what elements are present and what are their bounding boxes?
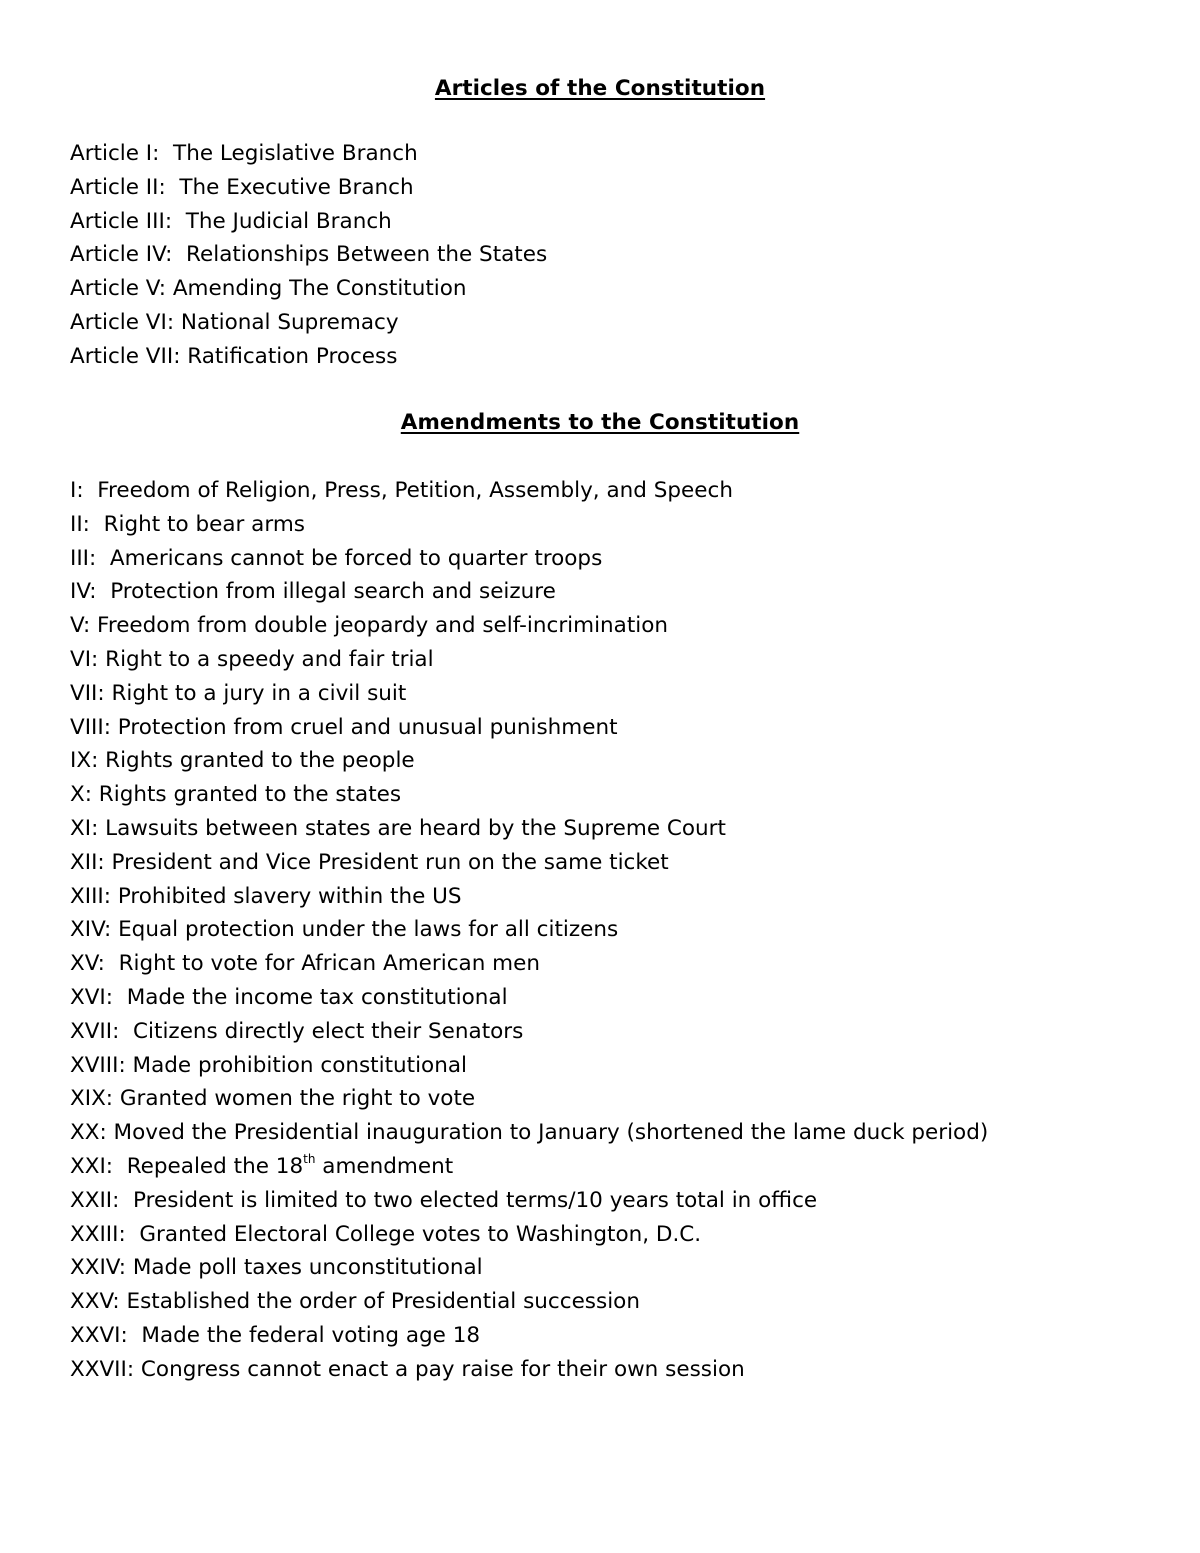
amendment-item: XII: President and Vice President run on the same ticket: [70, 849, 669, 875]
amendment-item: X: Rights granted to the states: [70, 782, 402, 808]
article-item: Article V: Amending The Constitution: [70, 276, 467, 302]
amendment-item: XI: Lawsuits between states are heard by the Supreme Court: [70, 815, 726, 841]
amendment-item: XXVII: Congress cannot enact a pay raise for their own session: [70, 1356, 745, 1382]
amendment-item: V: Freedom from double jeopardy and self-incrimination: [70, 613, 669, 639]
amendment-item: VI: Right to a speedy and fair trial: [70, 646, 434, 672]
amendment-item: XXII: President is limited to two elected terms/10 years total in office: [70, 1187, 818, 1213]
amendment-item: I: Freedom of Religion, Press, Petition, Assembly, and Speech: [70, 478, 733, 503]
amendments-list: [70, 474, 988, 1387]
amendment-item: XX: Moved the Presidential inauguration to January (shortened the lame duck period): [70, 1120, 989, 1146]
amendment-item: XIII: Prohibited slavery within the US: [70, 883, 462, 909]
amendments-heading: Amendments to the Constitution: [400, 410, 800, 435]
amendment-item: XXV: Established the order of Presidential succession: [70, 1289, 640, 1315]
amendment-item: XVI: Made the income tax constitutional: [70, 984, 508, 1010]
amendment-item: IX: Rights granted to the people: [70, 748, 415, 774]
amendment-item: III: Americans cannot be forced to quarter troops: [70, 545, 603, 571]
amendment-item: XXIII: Granted Electoral College votes to Washington, D.C.: [70, 1221, 702, 1247]
amendment-item-xxi: [70, 1150, 988, 1184]
amendment-item: VIII: Protection from cruel and unusual punishment: [70, 714, 618, 740]
amendment-item: XVIII: Made prohibition constitutional: [70, 1052, 467, 1078]
ordinal-superscript: th: [303, 1151, 316, 1166]
articles-heading: Articles of the Constitution: [434, 76, 766, 101]
amendment-item: VII: Right to a jury in a civil suit: [70, 680, 407, 706]
amendment-item: XXVI: Made the federal voting age 18: [70, 1322, 481, 1348]
amendment-xxi-prefix: XXI: Repealed the 18: [70, 1153, 304, 1179]
article-item: Article III: The Judicial Branch: [70, 208, 392, 234]
article-item: Article VII: Ratification Process: [70, 343, 398, 369]
amendment-item: II: Right to bear arms: [70, 511, 305, 537]
amendment-item: IV: Protection from illegal search and seizure: [70, 579, 556, 605]
amendment-xxi-suffix: amendment: [315, 1153, 454, 1179]
article-item: Article VI: National Supremacy: [70, 309, 399, 335]
article-item: Article IV: Relationships Between the States: [70, 242, 548, 268]
amendment-item: XIX: Granted women the right to vote: [70, 1086, 476, 1112]
amendment-item: XV: Right to vote for African American men: [70, 951, 540, 977]
amendment-item: XVII: Citizens directly elect their Senators: [70, 1018, 524, 1044]
article-item: Article I: The Legislative Branch: [70, 141, 418, 166]
amendment-item: XIV: Equal protection under the laws for all citizens: [70, 917, 619, 943]
articles-list: [70, 137, 547, 374]
article-item: Article II: The Executive Branch: [70, 174, 414, 200]
amendment-item: XXIV: Made poll taxes unconstitutional: [70, 1255, 483, 1281]
